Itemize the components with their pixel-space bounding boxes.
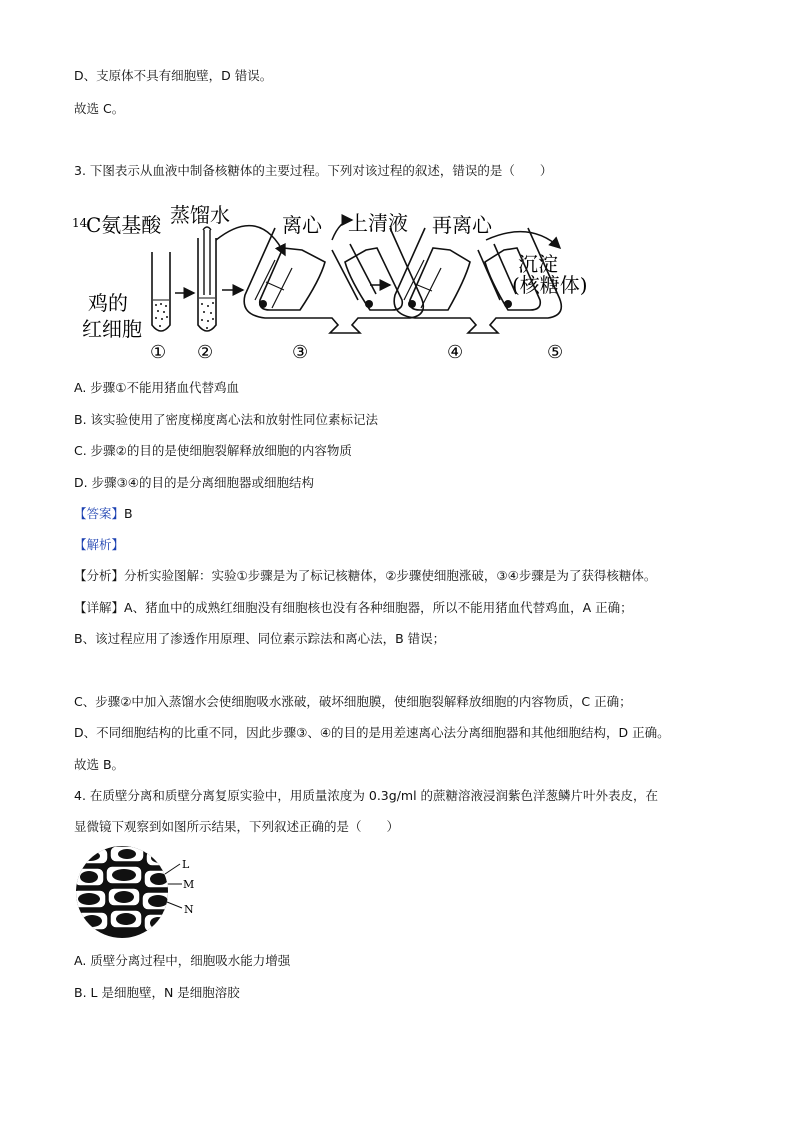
plasmolysis-micrograph-figure [72,844,212,944]
xiangjie-tag: 【详解】 [74,600,125,615]
xiangjie-line [74,600,633,616]
label-ribosome: (核糖体) [512,273,588,297]
label-sediment: 沉淀 [518,252,558,276]
label-red-blood-cell: 红细胞 [82,317,142,341]
answer-tag: 【答案】 [74,506,125,521]
centrifuge-3 [244,228,423,333]
q4-option-a: A. 质壁分离过程中，细胞吸水能力增强 [74,953,291,968]
q3-option-a: A. 步骤①不能用猪血代替鸡血 [74,380,239,395]
step-number-2: ② [197,342,214,363]
test-tube-2 [198,227,216,331]
step-number-5: ⑤ [547,342,564,363]
label-centrifuge: 离心 [282,213,322,237]
question-3-stem: 3. 下图表示从血液中制备核糖体的主要过程。下列对该过程的叙述，错误的是（ ） [74,163,553,178]
label-recentrifuge: 再离心 [432,213,492,237]
answer-value: B [124,506,133,521]
step-number-3: ③ [292,342,309,363]
label-M: M [183,878,195,891]
fenxi-text: 分析实验图解：实验①步骤是为了标记核糖体，②步骤使细胞涨破，③④步骤是为了获得核糖体。 [124,568,657,583]
explanation-b: B、该过程应用了渗透作用原理、同位素示踪法和离心法，B 错误； [74,631,446,646]
label-supernatant: 上清液 [348,211,408,235]
test-tube-1 [152,252,170,331]
question-4-stem-line2: 显微镜下观察到如图所示结果，下列叙述正确的是（ ） [74,819,400,834]
xiangjie-text: A、猪血中的成熟红细胞没有细胞核也没有各种细胞器，所以不能用猪血代替鸡血，A 正确； [124,600,633,615]
step-number-1: ① [150,342,167,363]
text-line-answer-c: 故选 C。 [74,101,125,116]
explanation-c: C、步骤②中加入蒸馏水会使细胞吸水涨破，破坏细胞膜，使细胞裂解释放细胞的内容物质，C 正确； [74,694,632,709]
label-distilled-water: 蒸馏水 [170,203,230,227]
label-14c-amino-acid: C氨基酸 [86,213,162,237]
label-N: N [184,903,194,916]
text-line-d-option: D、支原体不具有细胞壁，D 错误。 [74,68,273,83]
fenxi-line [74,568,656,584]
q3-option-d: D. 步骤③④的目的是分离细胞器或细胞结构 [74,475,314,490]
q4-option-b: B. L 是细胞壁，N 是细胞溶胶 [74,985,240,1000]
question-4-stem-line1: 4. 在质壁分离和质壁分离复原实验中，用质量浓度为 0.3g/ml 的蔗糖溶液浸润紫色洋葱鳞片叶外表皮，在 [74,788,659,803]
explanation-answer: 故选 B。 [74,757,125,772]
analysis-line [74,537,124,553]
q3-option-c: C. 步骤②的目的是使细胞裂解释放细胞的内容物质 [74,443,352,458]
fenxi-tag: 【分析】 [74,568,125,583]
analysis-tag: 【解析】 [74,537,125,552]
centrifuge-process-figure [70,200,610,365]
q3-option-b: B. 该实验使用了密度梯度离心法和放射性同位素标记法 [74,412,379,427]
label-14c-superscript: 14 [72,216,88,230]
label-chicken: 鸡的 [88,291,128,315]
step-number-4: ④ [447,342,464,363]
answer-line [74,506,133,522]
label-L: L [182,858,190,871]
explanation-d: D、不同细胞结构的比重不同，因此步骤③、④的目的是用差速离心法分离细胞器和其他细胞结构，D 正确。 [74,725,670,740]
